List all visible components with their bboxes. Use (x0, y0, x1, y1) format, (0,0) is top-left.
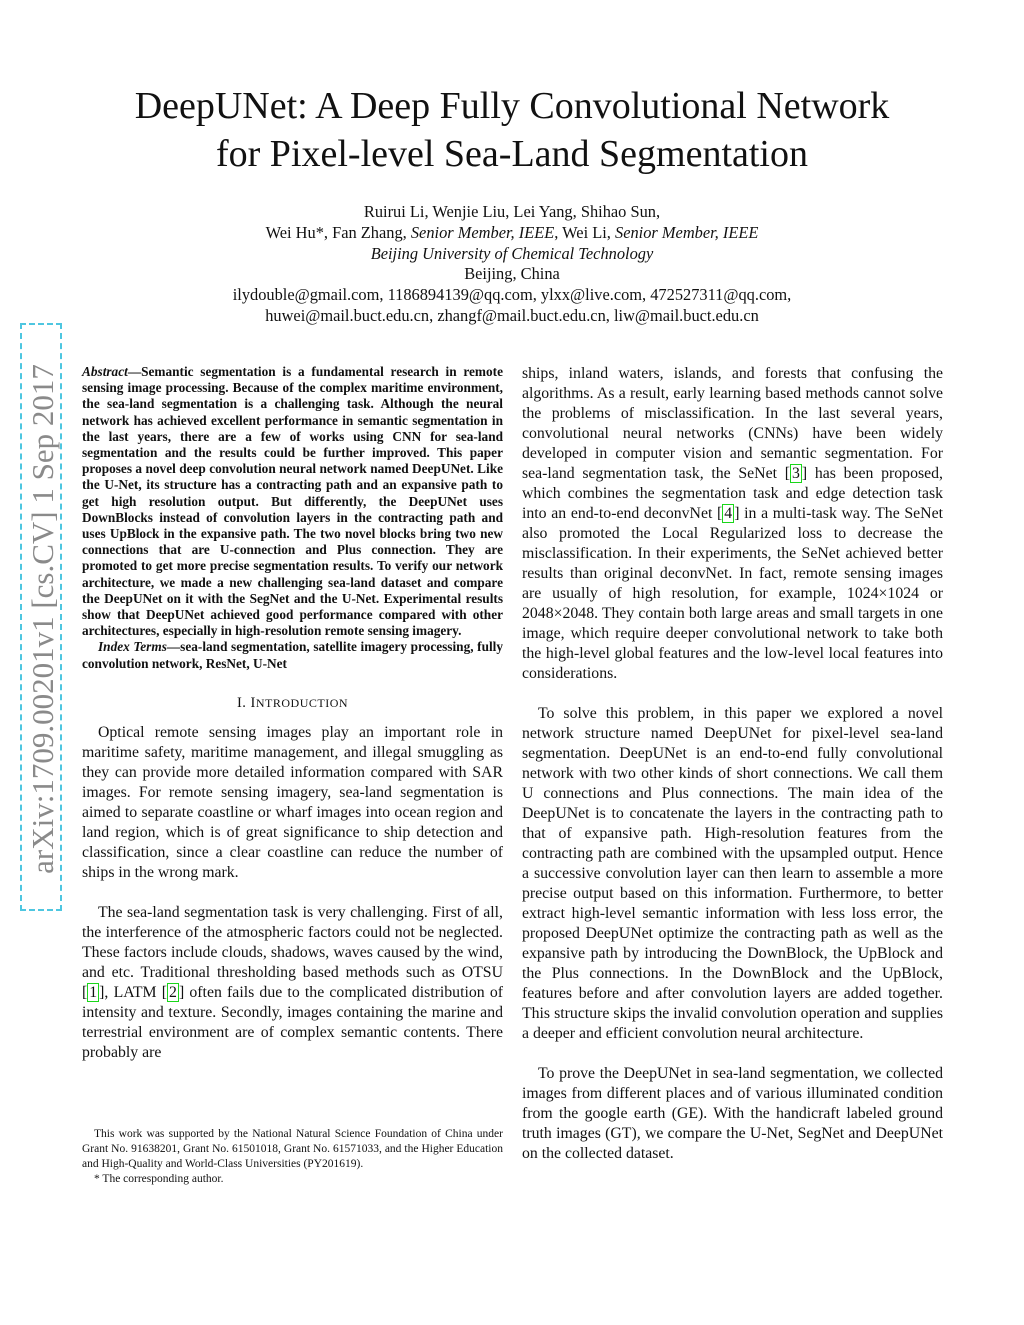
authors-names: Wei Hu*, Fan Zhang, (265, 222, 411, 242)
para-text: ] often fails due to the complicated distribution of intensity and texture. Secondly, images containing the marine and terrestrial environment are of complex semantic contents. There probably are (82, 983, 503, 1061)
affiliation: Beijing University of Chemical Technology (370, 243, 654, 263)
abstract (82, 364, 503, 639)
intro-paragraph-4: To solve this problem, in this paper we explored a novel network structure named DeepUNet for pixel-level sea-land segmentation. DeepUNet is an end-to-end fully convolutional network with two other kinds of short connections. We call them U connections and Plus connections. The main idea of the DeepUNet is to concatenate the layers in the contracting path to that of expansive path. High-resolution features from the contracting path are combined with the upsampled output. Hence a successive convolution layer can then learn to assemble a more precise output based on this information. Furthermore, to better extract high-level semantic information with less loss error, the proposed DeepUNet optimize the contracting path as well as the expansive path by introducing the DownBlock, the UpBlock and the Plus connections. In the DownBlock and the UpBlock, features before and after convolution layers are added together. This structure skips the invalid convolution operation and supplies a deeper and efficient convolution neural architecture. (522, 705, 943, 1042)
authors-names-2: , Wei Li, (554, 222, 615, 242)
citation-link-2[interactable]: 2 (169, 983, 177, 1001)
corresponding-author-footnote: * The corresponding author. (94, 1173, 224, 1185)
intro-paragraph-2 (82, 903, 503, 1063)
index-terms-dash: — (166, 639, 181, 655)
intro-paragraph-1: Optical remote sensing images play an important role in maritime safety, maritime management, and illegal smuggling as they can provide more detailed information compared with SAR images. For remote sensing imagery, sea-land segmentation is aimed to separate coastline or wharf images into ocean region and land region, which is of great significance to ship detection and classification, since a clear coastline can reduce the number of ships in the wrong mark. (82, 723, 503, 881)
emails-line-1: ilydouble@gmail.com, 1186894139@qq.com, ylxx@live.com, 472527311@qq.com, (232, 285, 792, 305)
abstract-dash: — (127, 364, 142, 379)
para-text: ] has been proposed, which combines the segmentation task and edge detection task into an end-to-end deconvNet [ (522, 465, 943, 522)
citation-link-1[interactable]: 1 (89, 983, 98, 1001)
author-title-2: Senior Member, IEEE (615, 222, 759, 242)
section-title-cap: I (250, 694, 256, 711)
citation-link-3[interactable]: 3 (791, 465, 800, 482)
author-block (100, 202, 924, 327)
arxiv-banner-text[interactable]: arXiv:1709.00201v1 [cs.CV] 1 Sep 2017 (25, 364, 60, 874)
emails-line-2: huwei@mail.buct.edu.cn, zhangf@mail.buct.edu.cn, liw@mail.buct.edu.cn (265, 305, 759, 325)
authors-line-1: Ruirui Li, Wenjie Liu, Lei Yang, Shihao Sun, (363, 202, 661, 221)
citation-link-4[interactable]: 4 (724, 505, 733, 522)
funding-footnote: This work was supported by the National Natural Science Foundation of China under Grant No. 91638201, Grant No. 61501018, Grant No. 61571033, and the Higher Education and High-Quality and World-Class Universities (PY201619). (82, 1128, 503, 1170)
abstract-label: Abstract (82, 364, 128, 379)
title-line-1: DeepUNet: A Deep Fully Convolutional Network (134, 85, 890, 127)
footnotes (82, 1127, 503, 1187)
left-column (82, 364, 503, 1063)
right-column (522, 364, 943, 1164)
index-terms-text: sea-land segmentation, satellite imagery processing, fully convolution network, ResNet, U-Net (82, 639, 504, 671)
index-terms-label: Index Terms (98, 639, 167, 655)
para-text: ] in a multi-task way. The SeNet also promoted the Local Regularized loss to decrease the misclassification. In their experiments, the SeNet achieved better results than original deconvNet. In fact, remote sensing images are usually of high resolution, for example, 1024×1024 or 2048×2048. They contain both large areas and small targets in one image, which require deeper convolutional network to take both the high-level global features and the low-level local features into considerations. (522, 505, 943, 682)
para-text: ships, inland waters, islands, and forests that confusing the algorithms. As a result, early learning based methods cannot solve the problems of misclassification. In the last several years, convolutional neural networks (CNNs) have been widely developed in computer vision and semantic segmentation. For sea-land segmentation task, the SeNet [ (522, 365, 943, 482)
index-terms (82, 639, 503, 671)
para-text: The sea-land segmentation task is very challenging. First of all, the interference of the atmospheric factors could not be neglected. These factors include clouds, shadows, waves caused by the wind, and etc. Traditional thresholding based methods such as OTSU [ (82, 903, 503, 1001)
section-number: I. (236, 694, 251, 711)
location: Beijing, China (464, 264, 560, 284)
intro-paragraph-3 (522, 364, 943, 684)
title-line-2: for Pixel-level Sea-Land Segmentation (216, 133, 808, 175)
paper-title (60, 82, 964, 178)
para-text: ], LATM [ (99, 983, 168, 1001)
section-title-rest: NTRODUCTION (255, 695, 349, 710)
authors-line-2 (100, 223, 924, 244)
author-title: Senior Member, IEEE (410, 222, 555, 242)
arxiv-banner-frame (20, 323, 62, 911)
intro-paragraph-5: To prove the DeepUNet in sea-land segmentation, we collected images from different places and of various illuminated condition from the google earth (GE). With the handicraft labeled ground truth images (GT), we compare the U-Net, SegNet and DeepUNet on the collected dataset. (522, 1065, 943, 1162)
section-heading-introduction (82, 695, 503, 712)
abstract-text: Semantic segmentation is a fundamental research in remote sensing image processing. Because of the complex maritime environment, the sea-land segmentation is a challenging task. Although the neural network has achieved excellent performance in semantic segmentation in the last years, there are a few of works using CNN for sea-land segmentation and the results could be further improved. This paper proposes a novel deep convolution neural network named DeepUNet. Like the U-Net, its structure has a contracting path and an expansive path to get high resolution output. But differently, the DeepUNet uses DownBlocks instead of convolution layers in the contracting path and uses UpBlock in the expansive path. The two novel blocks bring two new connections that are U-connection and Plus connection. They are promoted to get more precise segmentation results. To verify our network architecture, we made a new challenging sea-land dataset and compare the DeepUNet on it with the SegNet and the U-Net. Experimental results show that DeepUNet achieved good performance compared with other architectures, especially in high-resolution remote sensing imagery. (82, 364, 503, 639)
